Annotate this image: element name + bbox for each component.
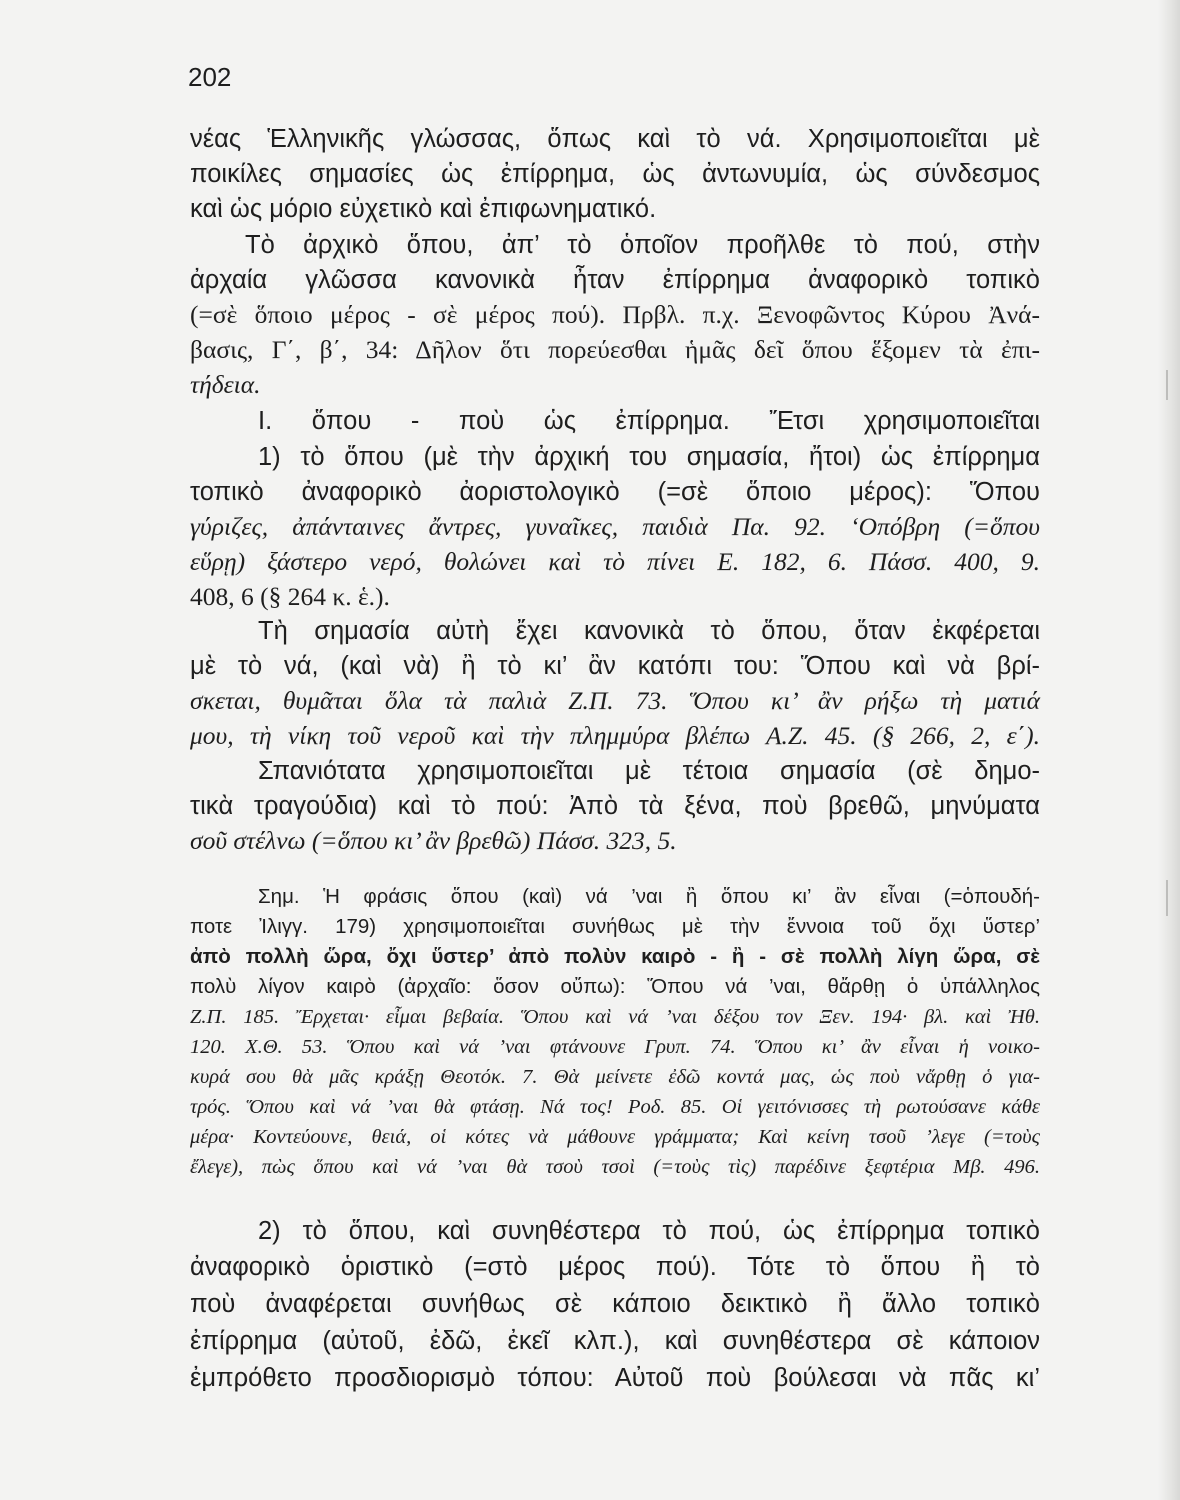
page-edge-shadow <box>1158 0 1180 1500</box>
text-line: (=σὲ ὅποιο μέρος - σὲ μέρος πού). Πρβλ. π.χ. Ξενοφῶντος Κύρου Ἀνά- <box>190 300 1040 329</box>
text-line: τήδεια. <box>190 370 261 399</box>
note-line: ποτε Ἰλιγγ. 179) χρησιμοποιεῖται συνήθως μὲ τὴν ἔννοια τοῦ ὄχι ὕστερ’ <box>190 915 1040 938</box>
text-line: ποὺ ἀναφέρεται συνήθως σὲ κάποιο δεικτικὸ ἢ ἄλλο τοπικὸ <box>190 1290 1040 1318</box>
text-line: Τὸ ἀρχικὸ ὅπου, ἀπ’ τὸ ὁποῖον προῆλθε τὸ πού, στὴν <box>245 231 1040 259</box>
text-line: ποικίλες σημασίες ὡς ἐπίρρημα, ὡς ἀντωνυμία, ὡς σύνδεσμος <box>190 160 1040 188</box>
note-line: ἀπὸ πολλὴ ὥρα, ὄχι ὕστερ’ ἀπὸ πολὺν καιρὸ - ἢ - σὲ πολλὴ λίγη ὥρα, σὲ <box>190 945 1040 968</box>
note-line: Σημ. Ἡ φράσις ὅπου (καὶ) νά ’ναι ἢ ὅπου κι’ ἂν εἶναι (=ὁπουδή- <box>258 885 1040 908</box>
text-line: μου, τὴ νίκη τοῦ νεροῦ καὶ τὴν πλημμύρα βλέπω Α.Ζ. 45. (§ 266, 2, ε΄). <box>190 721 1040 750</box>
text-line: τοπικὸ ἀναφορικὸ ἀοριστολογικὸ (=σὲ ὅποιο μέρος): Ὅπου <box>190 478 1040 506</box>
note-line: μέρα· Κοντεύουνε, θειά, οἱ κότες νὰ μάθουνε γράμματα; Καὶ κείνη τσοῦ ’λεγε (=τοὺς <box>190 1126 1040 1148</box>
text-line: νέας Ἑλληνικῆς γλώσσας, ὅπως καὶ τὸ νά. Χρησιμοποιεῖται μὲ <box>190 125 1040 153</box>
note-line: κυρά σου θὰ μᾶς κράξῃ Θεοτόκ. 7. Θὰ μείνετε ἐδῶ κοντά μας, ὡς ποὺ νἄρθῃ ὁ για- <box>190 1066 1040 1088</box>
text-line: σοῦ στέλνω (=ὅπου κι’ ἂν βρεθῶ) Πάσσ. 323, 5. <box>190 826 677 855</box>
text-line: 2) τὸ ὅπου, καὶ συνηθέστερα τὸ πού, ὡς ἐπίρρημα τοπικὸ <box>258 1217 1040 1245</box>
text-line: τικὰ τραγούδια) καὶ τὸ πού: Ἀπὸ τὰ ξένα, ποὺ βρεθῶ, μηνύματα <box>190 792 1040 820</box>
note-line: πολὺ λίγον καιρὸ (ἀρχαῖο: ὅσον οὔπω): Ὅπου νά ’ναι, θἄρθῃ ὁ ὑπάλληλος <box>190 975 1040 998</box>
text-line: καὶ ὡς μόριο εὐχετικὸ καὶ ἐπιφωνηματικό. <box>190 195 657 223</box>
note-line: Ζ.Π. 185. Ἔρχεται· εἶμαι βεβαία. Ὅπου καὶ νά ’ναι δέξου τον Ξεν. 194· βλ. καὶ Ἠθ. <box>190 1006 1040 1028</box>
note-line: ἔλεγε), πὼς ὅπου καὶ νά ’ναι θὰ τσοὺ τσοὶ (=τοὺς τὶς) παρέδινε ξεφτέρια Μβ. 496. <box>190 1156 1040 1178</box>
text-line: εὕρῃ) ξάστερο νερό, θολώνει καὶ τὸ πίνει Ε. 182, 6. Πάσσ. 400, 9. <box>190 547 1040 576</box>
page-number: 202 <box>188 62 232 92</box>
text-line: Σπανιότατα χρησιμοποιεῖται μὲ τέτοια σημασία (σὲ δημο- <box>258 757 1040 785</box>
text-line: 408, 6 (§ 264 κ. ἑ.). <box>190 582 390 611</box>
text-line: ἀναφορικὸ ὁριστικὸ (=στὸ μέρος πού). Τότε τὸ ὅπου ἢ τὸ <box>190 1253 1040 1281</box>
text-line: ἀρχαία γλῶσσα κανονικὰ ἦταν ἐπίρρημα ἀναφορικὸ τοπικὸ <box>190 266 1040 294</box>
text-line: σκεται, θυμᾶται ὅλα τὰ παλιὰ Ζ.Π. 73. Ὅπου κι’ ἂν ρήξω τὴ ματιά <box>190 686 1040 715</box>
text-line: βασις, Γ΄, β΄, 34: Δῆλον ὅτι πορεύεσθαι ἡμᾶς δεῖ ὅπου ἕξομεν τὰ ἐπι- <box>190 335 1040 364</box>
text-line: ἐμπρόθετο προσδιορισμὸ τόπου: Αὐτοῦ ποὺ βούλεσαι νὰ πᾶς κι’ <box>190 1364 1040 1392</box>
text-line: ἐπίρρημα (αὐτοῦ, ἐδῶ, ἐκεῖ κλπ.), καὶ συνηθέστερα σὲ κάποιον <box>190 1327 1040 1355</box>
scan-mark <box>1166 370 1168 400</box>
note-line: τρός. Ὅπου καὶ νά ’ναι θὰ φτάσῃ. Νά τος! Ροδ. 85. Οἱ γειτόνισσες τὴ ρωτούσανε κάθε <box>190 1096 1040 1118</box>
text-line: μὲ τὸ νά, (καὶ νὰ) ἢ τὸ κι’ ἂν κατόπι του: Ὅπου καὶ νὰ βρί- <box>190 652 1040 680</box>
section-heading: Ι. ὅπου - ποὺ ὡς ἐπίρρημα. Ἔτσι χρησιμοποιεῖται <box>258 407 1040 435</box>
text-line: 1) τὸ ὅπου (μὲ τὴν ἀρχική του σημασία, ἤτοι) ὡς ἐπίρρημα <box>258 443 1040 471</box>
note-line: 120. Χ.Θ. 53. Ὅπου καὶ νά ’ναι φτάνουνε Γρυπ. 74. Ὅπου κι’ ἂν εἶναι ἡ νοικο- <box>190 1036 1040 1058</box>
text-line: γύριζες, ἀπάνταινες ἄντρες, γυναῖκες, παιδιὰ Πα. 92. ‘Οπόβρη (=ὅπου <box>190 512 1040 541</box>
text-line: Τὴ σημασία αὐτὴ ἔχει κανονικὰ τὸ ὅπου, ὅταν ἐκφέρεται <box>258 617 1040 645</box>
scan-mark <box>1166 880 1168 916</box>
